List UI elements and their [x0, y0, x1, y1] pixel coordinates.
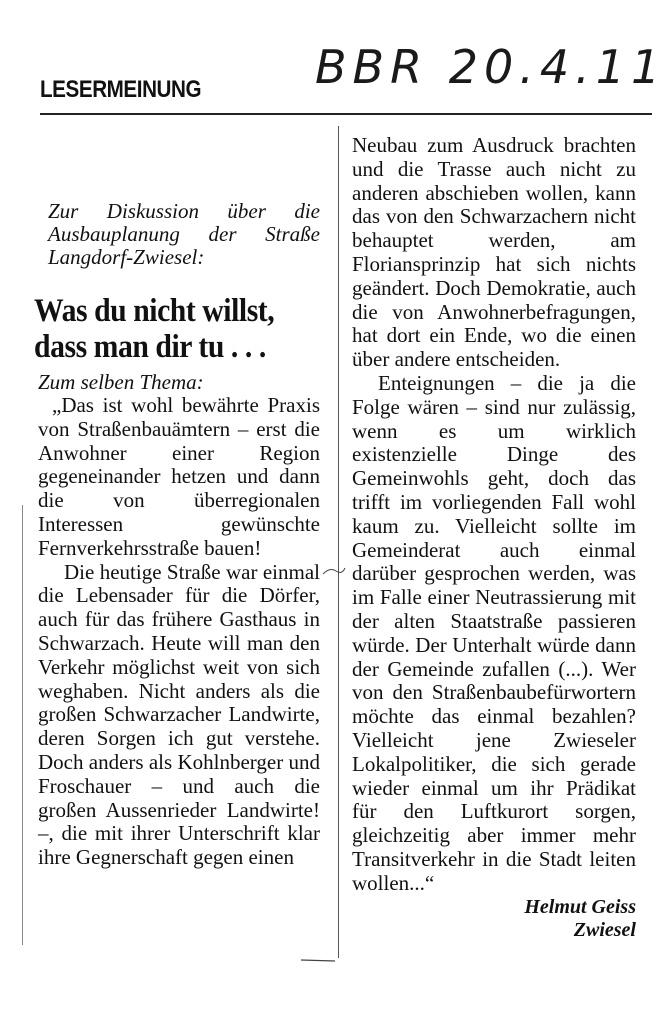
body-paragraph: Die heutige Straße war einmal die Lebensader für die Dörfer, auch für das frühere Gasthaus in Schwarzach. Heute will man den Verkehr möglichst weit von sich weghaben. Nicht anders als die großen Schwarzacher Landwirte, deren Sorgen ich gut verstehe. Doch anders als Kohlnberger und Froschauer – und auch die großen Aussenrieder Landwirte! –, die mit ihrer Unterschrift klar ihre Gegnerschaft gegen einen: [38, 559, 320, 870]
rubric-title: LESERMEINUNG: [40, 76, 202, 103]
author-place: Zwiesel: [573, 918, 636, 941]
margin-bar: [22, 505, 23, 945]
article-intro: Zur Diskussion über die Ausbauplanung der Straße Langdorf-Zwiesel:: [48, 199, 320, 269]
article-subhead: Zum selben Thema:: [38, 370, 204, 394]
pencil-underline-mark: [300, 957, 336, 963]
column-separator: [338, 126, 339, 958]
body-paragraph: Neubau zum Ausdruck brachten und die Trasse auch nicht zu anderen abschieben wollen, kann das von den Schwarzachern nicht behauptet werden, am Floriansprinzip hat sich nichts geändert. Doch Demokratie, auch die von Anwohnerbefragungen, hat dort ein Ende, wo die einen über andere entscheiden.: [352, 133, 636, 372]
body-paragraph: Enteignungen – die ja die Folge wären – sind nur zulässig, wenn es um wirklich existenzielle Dinge des Gemeinwohls geht, doch das trifft im vorliegenden Fall wohl kaum zu. Vielleicht sollte im Gemeinderat auch einmal darüber gesprochen werden, was im Falle einer Neutrassierung mit der alten Staatstraße passieren würde. Der Unterhalt würde dann der Gemeinde zufallen (...). Wer von den Straßenbaubefürwortern möchte das einmal bezahlen? Vielleicht jene Zwieseler Lokalpolitiker, die sich gerade wieder einmal um ihr Prädikat für den Luftkurort sorgen, gleichzeitig aber immer mehr Transitverkehr in die Stadt leiten wollen...“: [352, 370, 636, 895]
handwritten-annotation: BBR 20.4.11: [315, 40, 667, 94]
right-column: [352, 134, 636, 942]
header-rule: [40, 113, 652, 115]
pencil-squiggle-mark: [322, 566, 346, 576]
body-paragraph: „Das ist wohl bewährte Praxis von Straßenbauämtern – erst die Anwohner einer Region gegeneinander hetzen und dann die von überregionalen Interessen gewünschte Fernverkehrsstraße bauen!: [38, 393, 320, 560]
left-column: [32, 200, 320, 870]
article-headline: Was du nicht willst, dass man dir tu . . .: [34, 293, 275, 365]
author-name: Helmut Geiss: [524, 895, 636, 918]
